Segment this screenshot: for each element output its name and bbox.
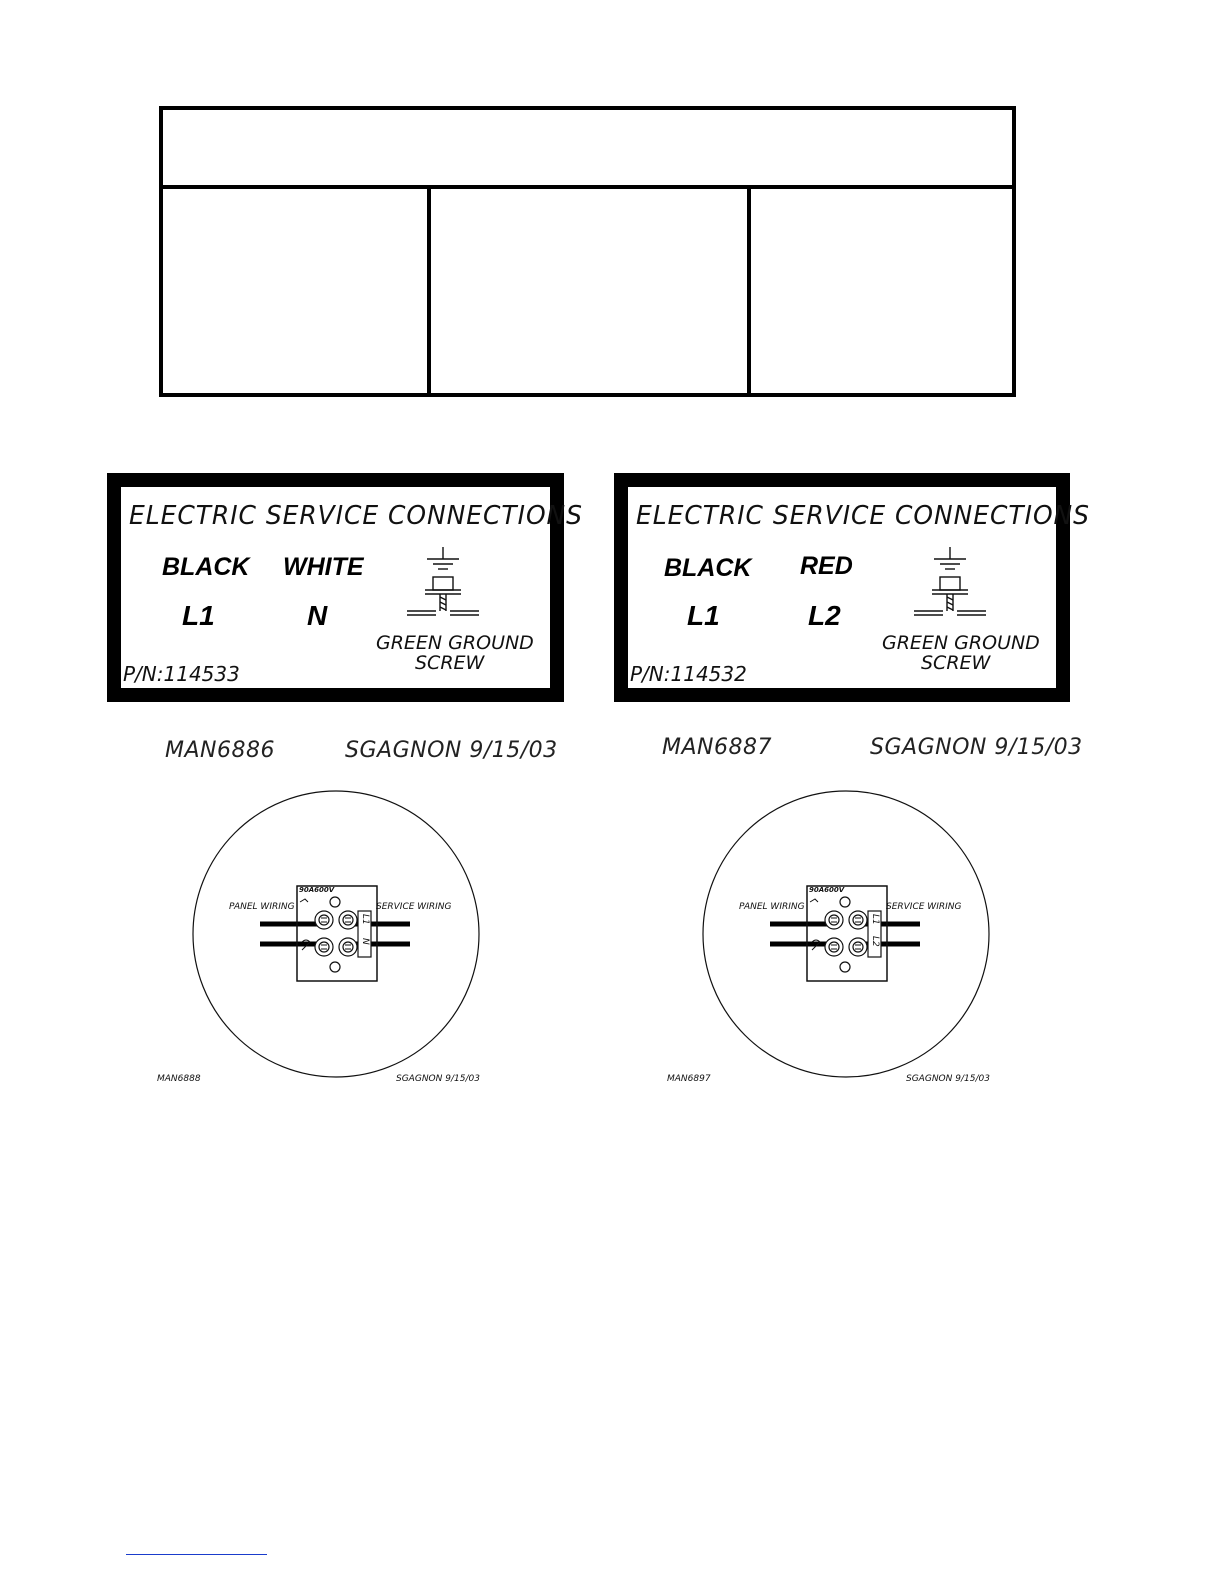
- label-face: [628, 487, 1090, 688]
- label-title: ELECTRIC SERVICE CONNECTIONS: [129, 501, 583, 531]
- rating-label: 90A600V: [809, 886, 845, 894]
- diagram-author-date: SGAGNON 9/15/03: [396, 1074, 480, 1084]
- diagram-author-date: SGAGNON 9/15/03: [906, 1074, 990, 1084]
- drawing-number-right: MAN6887: [662, 735, 772, 760]
- part-number: P/N:114532: [630, 662, 747, 686]
- terminal-block-diagram-left: [150, 790, 490, 1090]
- table-header-divider: [163, 185, 1012, 189]
- wire1-terminal: L1: [687, 600, 720, 631]
- terminal-block-drawing: [660, 790, 1000, 1090]
- diagram-drawing-number: MAN6888: [157, 1074, 201, 1084]
- empty-table: [159, 106, 1016, 397]
- label-title: ELECTRIC SERVICE CONNECTIONS: [636, 501, 1090, 531]
- drawing-number-left: MAN6886: [165, 738, 275, 763]
- wire1-color: BLACK: [162, 553, 250, 581]
- ground-label-line2: SCREW: [415, 652, 485, 674]
- ground-label-line2: SCREW: [921, 652, 991, 674]
- panel-wiring-label: PANEL WIRING: [739, 902, 805, 912]
- wire1-color: BLACK: [664, 554, 752, 582]
- electric-service-label-right: [614, 473, 1090, 702]
- diagram-drawing-number: MAN6897: [667, 1074, 711, 1084]
- terminal-label-top: L1: [870, 914, 880, 925]
- wire2-terminal: L2: [808, 600, 841, 631]
- service-wiring-label: SERVICE WIRING: [376, 902, 452, 912]
- wire2-color: WHITE: [283, 553, 364, 581]
- ground-screw-icon: [403, 547, 493, 627]
- label-face: [121, 487, 583, 688]
- terminal-block-drawing: [150, 790, 490, 1090]
- panel-wiring-label: PANEL WIRING: [229, 902, 295, 912]
- ground-label-line1: GREEN GROUND: [882, 632, 1040, 654]
- terminal-label-bottom: L2: [870, 936, 880, 947]
- electric-service-label-left: [107, 473, 583, 702]
- ground-label-line1: GREEN GROUND: [376, 632, 534, 654]
- rating-label: 90A600V: [299, 886, 335, 894]
- table-column-divider: [747, 187, 751, 393]
- service-wiring-label: SERVICE WIRING: [886, 902, 962, 912]
- part-number: P/N:114533: [123, 662, 240, 686]
- footer-link-underline[interactable]: [126, 1554, 267, 1555]
- wire1-terminal: L1: [182, 600, 215, 631]
- author-date-right: SGAGNON 9/15/03: [870, 735, 1083, 760]
- ground-screw-icon: [910, 547, 1000, 627]
- wire2-terminal: N: [307, 600, 328, 631]
- table-column-divider: [427, 187, 431, 393]
- terminal-block-diagram-right: [660, 790, 1000, 1090]
- author-date-left: SGAGNON 9/15/03: [345, 738, 558, 763]
- wire2-color: RED: [800, 552, 853, 580]
- terminal-label-bottom: N: [360, 938, 370, 945]
- terminal-label-top: L1: [360, 914, 370, 925]
